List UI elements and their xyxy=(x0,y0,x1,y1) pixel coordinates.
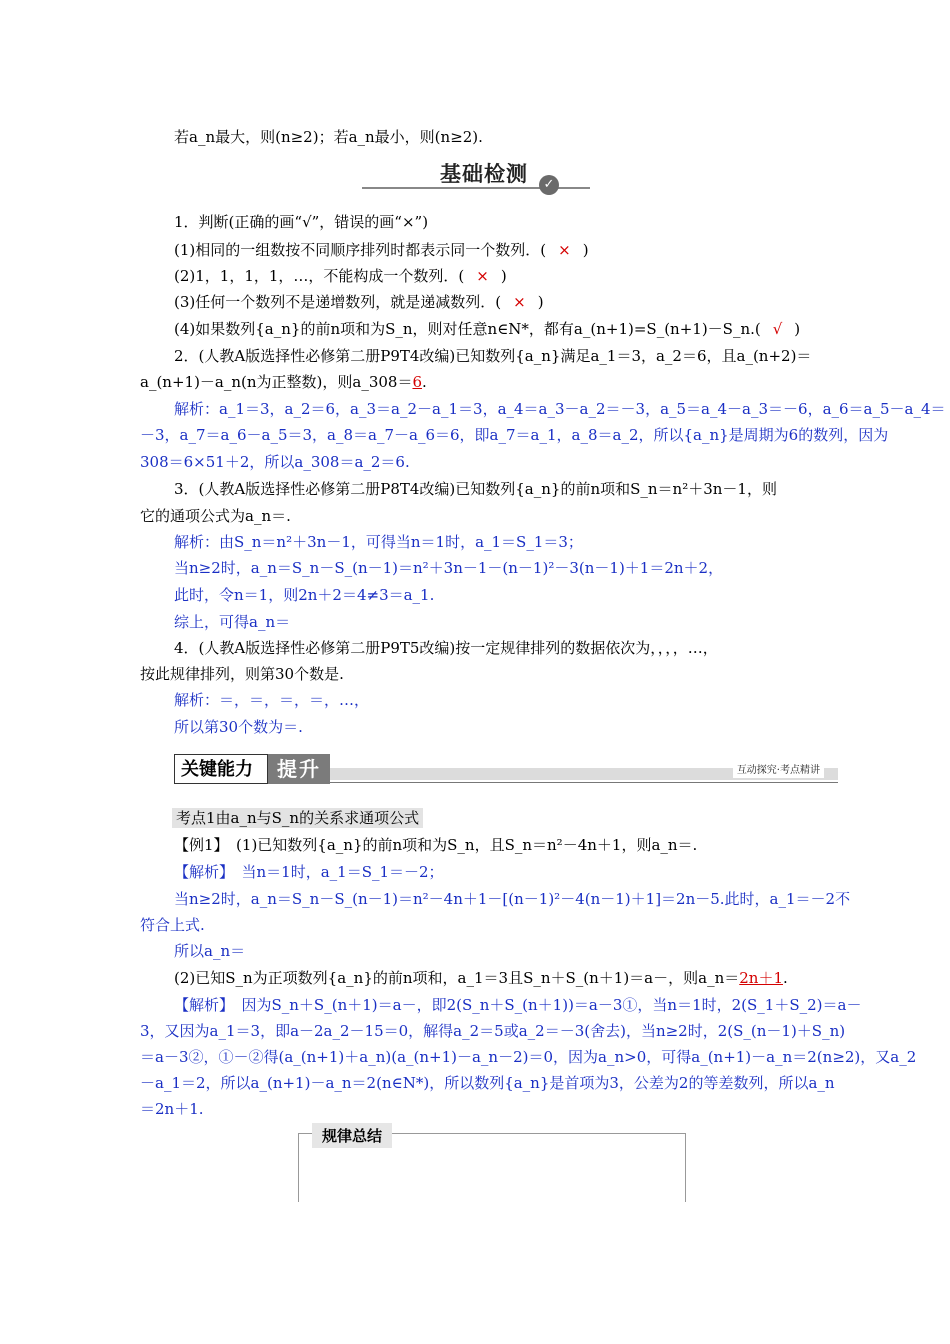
intro-line: 若a_n最大，则(n≥2)；若a_n最小，则(n≥2). xyxy=(174,128,483,146)
q3-solution-4: 综上，可得a_n＝ xyxy=(174,613,291,631)
ex1-solution-4: 所以a_n＝ xyxy=(174,942,246,960)
q2-stem-a: 2．(人教A版选择性必修第二册P9T4改编)已知数列{a_n}满足a_1＝3，a_2＝6，且a_(n+2)＝ xyxy=(174,347,812,365)
section-bar-title: 关键能力 xyxy=(174,754,268,784)
q1-item-3: (3)任何一个数列不是递增数列，就是递减数列．( × ) xyxy=(174,293,544,311)
ex1-part2-solution-4: －a_1＝2，所以a_(n+1)－a_n＝2(n∈N*)，所以数列{a_n}是首项为3，公差为2的等差数列，所以a_n xyxy=(140,1074,835,1092)
ex1-part2-solution-2: 3，又因为a_1＝3，即a－2a_2－15＝0，解得a_2＝5或a_2＝－3(舍去)，当n≥2时，2(S_(n－1)＋S_n) xyxy=(140,1022,846,1040)
q1-item-1: (1)相同的一组数按不同顺序排列时都表示同一个数列．( × ) xyxy=(174,241,589,259)
section-bar-subtitle: 互动探究·考点精讲 xyxy=(733,764,824,778)
section-bar-highlight: 提升 xyxy=(268,754,330,784)
q2-solution-1: 解析：a_1＝3，a_2＝6，a_3＝a_2－a_1＝3，a_4＝a_3－a_2＝－3，a_5＝a_4－a_3＝－6，a_6＝a_5－a_4＝ xyxy=(174,400,946,418)
q2-solution-3: 308＝6×51＋2，所以a_308＝a_2＝6. xyxy=(140,453,410,471)
ex1-part2-solution-1: 【解析】 因为S_n＋S_(n＋1)＝a－，即2(S_n＋S_(n＋1))＝a－3①，当n＝1时，2(S_1＋S_2)＝a－ xyxy=(174,996,862,1014)
q2-solution-2: －3，a_7＝a_6－a_5＝3，a_8＝a_7－a_6＝6，即a_7＝a_1，a_8＝a_2，所以{a_n}是周期为6的数列，因为 xyxy=(140,426,889,444)
ex1-part2-answer: 2n＋1 xyxy=(739,969,783,987)
q1-stem: 1．判断(正确的画“√”，错误的画“×”) xyxy=(174,213,429,231)
q3-stem-b: 它的通项公式为a_n＝. xyxy=(140,507,291,525)
q4-stem-b: 按此规律排列，则第30个数是. xyxy=(140,665,344,683)
ex1-solution-3: 符合上式. xyxy=(140,916,205,934)
summary-label: 规律总结 xyxy=(312,1123,392,1148)
ex1-solution-2: 当n≥2时，a_n＝S_n－S_(n－1)＝n²－4n＋1－[(n－1)²－4(n－1)＋1]＝2n－5.此时，a_1＝－2不 xyxy=(174,890,851,908)
q3-solution-1: 解析：由S_n＝n²＋3n－1，可得当n＝1时，a_1＝S_1＝3； xyxy=(174,533,583,551)
ex1-part2-solution-5: ＝2n＋1. xyxy=(140,1100,204,1118)
q2-answer: 6 xyxy=(412,373,423,391)
section-title-basic-test: 基础检测 xyxy=(440,162,528,186)
checkmark-icon: ✓ xyxy=(539,175,559,195)
topic-heading: 考点1由a_n与S_n的关系求通项公式 xyxy=(172,808,423,828)
q4-stem-a: 4．(人教A版选择性必修第二册P9T5改编)按一定规律排列的数据依次为，，，，…， xyxy=(174,639,718,657)
ex1-part1: 【例1】 (1)已知数列{a_n}的前n项和为S_n，且S_n＝n²－4n＋1，则a_n＝. xyxy=(174,836,698,854)
cross-icon: × xyxy=(558,241,571,259)
section-bar-underline xyxy=(330,782,838,783)
q4-solution-1: 解析：＝，＝，＝，＝，…， xyxy=(174,691,370,709)
q2-stem-b: a_(n+1)－a_n(n为正整数)，则a_308＝6. xyxy=(140,373,427,391)
ex1-part2: (2)已知S_n为正项数列{a_n}的前n项和，a_1＝3且S_n＋S_(n＋1)＝a－，则a_n＝2n＋1. xyxy=(174,969,788,987)
q1-item-4: (4)如果数列{a_n}的前n项和为S_n，则对任意n∈N*，都有a_(n+1)=S_(n+1)－S_n.( √ ) xyxy=(174,320,801,338)
q3-solution-3: 此时，令n＝1，则2n＋2＝4≠3＝a_1. xyxy=(174,586,435,604)
ex1-part2-solution-3: ＝a－3②，①－②得(a_(n+1)＋a_n)(a_(n+1)－a_n－2)＝0，因为a_n>0，可得a_(n+1)－a_n＝2(n≥2)，又a_2 xyxy=(140,1048,917,1066)
ex1-solution-1: 【解析】 当n＝1时，a_1＝S_1＝－2； xyxy=(174,863,444,881)
q4-solution-2: 所以第30个数为＝. xyxy=(174,718,303,736)
q1-item-2: (2)1，1，1，1，…，不能构成一个数列．( × ) xyxy=(174,267,507,285)
section-bar-key-ability xyxy=(174,754,838,784)
q3-stem-a: 3．(人教A版选择性必修第二册P8T4改编)已知数列{a_n}的前n项和S_n＝n²＋3n－1，则 xyxy=(174,480,777,498)
cross-icon: × xyxy=(513,293,526,311)
check-mark: √ xyxy=(772,320,783,338)
q3-solution-2: 当n≥2时，a_n＝S_n－S_(n－1)＝n²＋3n－1－(n－1)²－3(n－1)＋1＝2n＋2， xyxy=(174,559,724,577)
cross-icon: × xyxy=(476,267,489,285)
